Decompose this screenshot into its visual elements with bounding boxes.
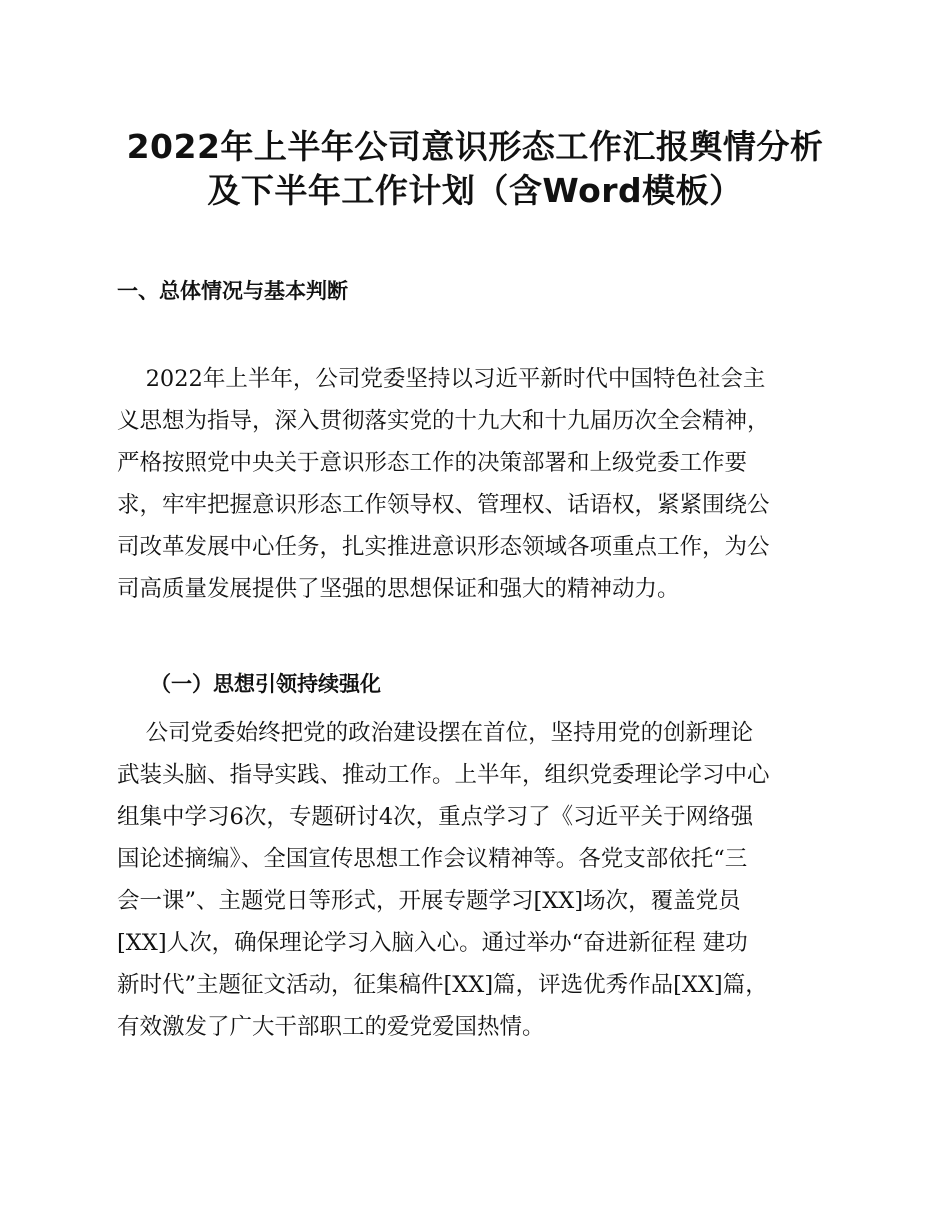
paragraph-line: 组集中学习6次，专题研讨4次，重点学习了《习近平关于网络强	[117, 804, 754, 830]
paragraph-line: 武装头脑、指导实践、推动工作。上半年，组织党委理论学习中心	[117, 762, 770, 788]
document-title-line-1: 2022年上半年公司意识形态工作汇报舆情分析	[126, 127, 824, 166]
paragraph-line: 司改革发展中心任务，扎实推进意识形态领域各项重点工作，为公	[117, 534, 770, 560]
paragraph-ideology	[117, 712, 837, 1048]
paragraph-line: 国论述摘编》、全国宣传思想工作会议精神等。各党支部依托“三	[117, 846, 748, 872]
paragraph-line: 司高质量发展提供了坚强的思想保证和强大的精神动力。	[117, 576, 680, 602]
paragraph-overview	[117, 358, 837, 610]
paragraph-line: 会一课”、主题党日等形式，开展专题学习[XX]场次，覆盖党员	[117, 888, 741, 914]
paragraph-line: [XX]人次，确保理论学习入脑入心。通过举办“奋进新征程 建功	[117, 930, 748, 956]
paragraph-line: 有效激发了广大干部职工的爱党爱国热情。	[117, 1014, 545, 1040]
document-title-line-2: 及下半年工作计划（含Word模板）	[207, 171, 743, 210]
paragraph-line: 2022年上半年，公司党委坚持以习近平新时代中国特色社会主	[117, 366, 766, 392]
subsection-heading: （一）思想引领持续强化	[150, 672, 381, 696]
paragraph-line: 公司党委始终把党的政治建设摆在首位，坚持用党的创新理论	[117, 720, 754, 746]
section-heading: 一、总体情况与基本判断	[117, 279, 348, 303]
paragraph-line: 义思想为指导，深入贯彻落实党的十九大和十九届历次全会精神，	[117, 408, 770, 434]
paragraph-line: 严格按照党中央关于意识形态工作的决策部署和上级党委工作要	[117, 450, 748, 476]
paragraph-line: 新时代”主题征文活动，征集稿件[XX]篇，评选优秀作品[XX]篇，	[117, 972, 768, 998]
paragraph-line: 求，牢牢把握意识形态工作领导权、管理权、话语权，紧紧围绕公	[117, 492, 770, 518]
